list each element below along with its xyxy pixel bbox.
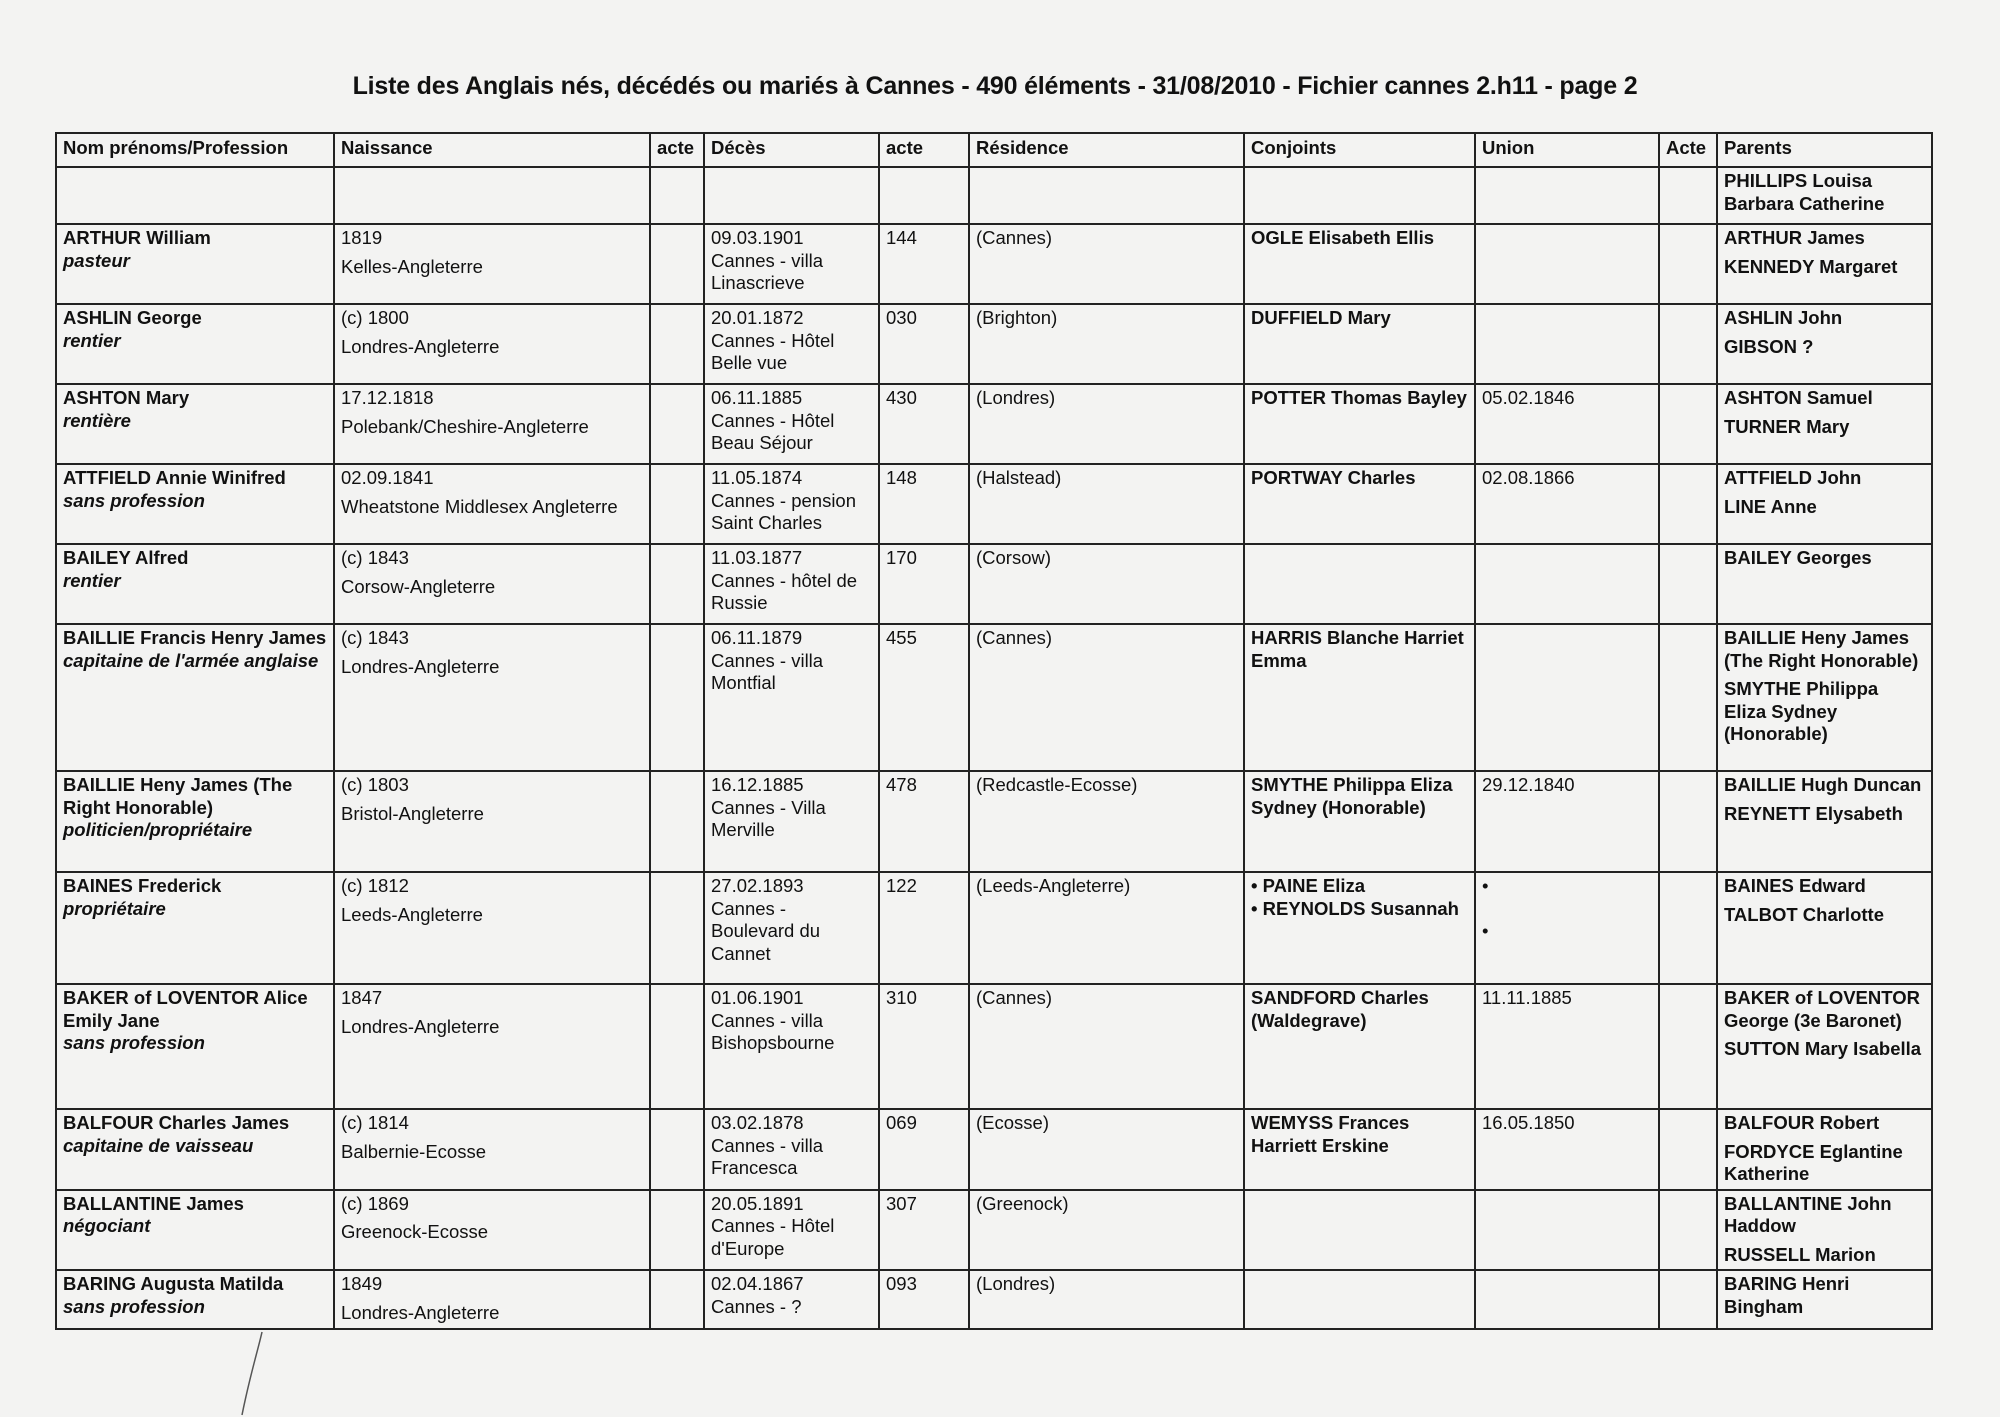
- cell-death-acte: 170: [879, 544, 969, 624]
- father-name: ARTHUR James: [1724, 227, 1865, 248]
- cell-death: [704, 167, 879, 224]
- page-title: Liste des Anglais nés, décédés ou mariés à Cannes - 490 éléments - 31/08/2010 - Fichier cannes 2.h11 - page 2: [352, 72, 1638, 100]
- cell-union: [1475, 771, 1659, 872]
- cell-name-profession: [56, 984, 334, 1109]
- person-profession: négociant: [63, 1215, 151, 1237]
- cell-death: [704, 1109, 879, 1190]
- death-place: Cannes - Villa Merville: [711, 796, 826, 841]
- birth-place: Londres-Angleterre: [341, 1301, 500, 1323]
- person-name: BALFOUR Charles James: [63, 1112, 290, 1133]
- cell-death-acte: 310: [879, 984, 969, 1109]
- birth-date: (c) 1843: [341, 627, 409, 648]
- cell-residence: (Brighton): [969, 304, 1244, 384]
- person-profession: capitaine de vaisseau: [63, 1134, 254, 1156]
- cell-spouses: [1244, 872, 1475, 984]
- cell-birth-acte: [650, 1270, 704, 1328]
- cell-name-profession: [56, 464, 334, 544]
- cell-spouses: [1244, 304, 1475, 384]
- person-name: BAILEY Alfred: [63, 547, 189, 568]
- cell-parents: [1717, 984, 1932, 1109]
- death-place: Cannes - ?: [711, 1295, 802, 1317]
- cell-death-acte: 030: [879, 304, 969, 384]
- cell-death-acte: 144: [879, 224, 969, 304]
- cell-death: [704, 304, 879, 384]
- birth-place: Londres-Angleterre: [341, 335, 500, 357]
- father-name: BAILLIE Heny James (The Right Honorable): [1724, 627, 1919, 671]
- spouse-name: • REYNOLDS Susannah: [1251, 897, 1459, 919]
- cell-parents: [1717, 624, 1932, 771]
- cell-union-acte: [1659, 167, 1717, 224]
- col-header-death: Décès: [704, 133, 879, 167]
- death-date: 03.02.1878: [711, 1112, 804, 1133]
- cell-union-acte: [1659, 544, 1717, 624]
- spouse-name: HARRIS Blanche Harriet Emma: [1251, 627, 1464, 671]
- cell-birth: [334, 872, 650, 984]
- cell-spouses: [1244, 167, 1475, 224]
- cell-birth: [334, 1190, 650, 1271]
- cell-name-profession: [56, 384, 334, 464]
- death-place: Cannes - Hôtel d'Europe: [711, 1215, 835, 1259]
- cell-birth: [334, 464, 650, 544]
- cell-death: [704, 984, 879, 1109]
- cell-death-acte: 307: [879, 1190, 969, 1271]
- cell-parents: [1717, 1270, 1932, 1328]
- birth-date: (c) 1814: [341, 1112, 409, 1133]
- death-date: 20.01.1872: [711, 307, 804, 328]
- cell-union-acte: [1659, 464, 1717, 544]
- cell-union-acte: [1659, 984, 1717, 1109]
- union-date: 29.12.1840: [1482, 774, 1575, 795]
- col-header-parents: Parents: [1717, 133, 1932, 167]
- person-profession: sans profession: [63, 1295, 205, 1317]
- cell-parents: [1717, 384, 1932, 464]
- spouse-name: WEMYSS Frances Harriett Erskine: [1251, 1112, 1410, 1156]
- cell-death: [704, 384, 879, 464]
- cell-spouses: [1244, 1270, 1475, 1328]
- register-table: [55, 132, 1933, 1330]
- cell-union: [1475, 1270, 1659, 1328]
- father-name: ASHLIN John: [1724, 307, 1843, 328]
- table-row: [56, 771, 1932, 872]
- birth-place: Greenock-Ecosse: [341, 1221, 489, 1243]
- table-row: [56, 544, 1932, 624]
- person-profession: sans profession: [63, 1032, 205, 1054]
- cell-name-profession: [56, 224, 334, 304]
- cell-parents: [1717, 464, 1932, 544]
- cell-spouses: [1244, 984, 1475, 1109]
- cell-birth-acte: [650, 224, 704, 304]
- cell-birth-acte: [650, 771, 704, 872]
- cell-birth: [334, 1270, 650, 1328]
- cell-union: [1475, 167, 1659, 224]
- birth-date: 02.09.1841: [341, 467, 434, 488]
- mother-name: FORDYCE Eglantine Katherine: [1724, 1140, 1903, 1185]
- cell-birth: [334, 1109, 650, 1190]
- birth-place: Corsow-Angleterre: [341, 575, 496, 597]
- table-row: [56, 167, 1932, 224]
- cell-name-profession: [56, 1190, 334, 1271]
- cell-residence: (Halstead): [969, 464, 1244, 544]
- cell-union: [1475, 304, 1659, 384]
- cell-birth-acte: [650, 167, 704, 224]
- birth-date: 1847: [341, 987, 383, 1008]
- death-place: Cannes - Hôtel Beau Séjour: [711, 409, 835, 454]
- death-place: Cannes - villa Francesca: [711, 1134, 824, 1179]
- birth-date: 17.12.1818: [341, 387, 434, 408]
- col-header-birth: Naissance: [334, 133, 650, 167]
- union-date: 02.08.1866: [1482, 467, 1575, 488]
- mother-name: REYNETT Elysabeth: [1724, 802, 1903, 824]
- cell-death: [704, 224, 879, 304]
- cell-birth-acte: [650, 304, 704, 384]
- union-date: •: [1482, 875, 1489, 896]
- cell-union-acte: [1659, 1270, 1717, 1328]
- person-profession: rentier: [63, 329, 121, 351]
- death-place: Cannes - Hôtel Belle vue: [711, 329, 835, 374]
- col-header-spouses: Conjoints: [1244, 133, 1475, 167]
- cell-death-acte: 093: [879, 1270, 969, 1328]
- birth-date: (c) 1812: [341, 875, 409, 896]
- father-name: BAINES Edward: [1724, 875, 1866, 896]
- cell-union-acte: [1659, 304, 1717, 384]
- cell-residence: (Cannes): [969, 224, 1244, 304]
- father-name: BAILEY Georges: [1724, 547, 1872, 568]
- cell-birth: [334, 384, 650, 464]
- death-place: Cannes - pension Saint Charles: [711, 489, 857, 534]
- cell-parents: [1717, 224, 1932, 304]
- cell-name-profession: [56, 544, 334, 624]
- spouse-name: PORTWAY Charles: [1251, 467, 1416, 488]
- mother-name: TALBOT Charlotte: [1724, 903, 1884, 925]
- father-name: BALLANTINE John Haddow: [1724, 1192, 1892, 1237]
- spouse-name: SMYTHE Philippa Eliza Sydney (Honorable): [1251, 774, 1453, 818]
- cell-residence: (Londres): [969, 384, 1244, 464]
- col-header-birth-acte: acte: [650, 133, 704, 167]
- cell-death: [704, 544, 879, 624]
- spouse-name: • PAINE Eliza: [1251, 875, 1366, 896]
- header-row: [56, 133, 1932, 167]
- cell-union-acte: [1659, 872, 1717, 984]
- cell-name-profession: [56, 1270, 334, 1328]
- person-profession: rentière: [63, 409, 131, 431]
- cell-name-profession: [56, 771, 334, 872]
- cell-birth: [334, 624, 650, 771]
- cell-union: [1475, 544, 1659, 624]
- cell-death: [704, 771, 879, 872]
- father-name: BALFOUR Robert: [1724, 1112, 1880, 1133]
- person-name: BAINES Frederick: [63, 875, 222, 896]
- union-date: 11.11.1885: [1482, 987, 1572, 1008]
- cell-birth-acte: [650, 1109, 704, 1190]
- person-name: ARTHUR William: [63, 227, 211, 248]
- cell-birth: [334, 984, 650, 1109]
- mother-name: SMYTHE Philippa Eliza Sydney (Honorable): [1724, 678, 1879, 745]
- cell-union: [1475, 1190, 1659, 1271]
- cell-name-profession: [56, 624, 334, 771]
- birth-place: Leeds-Angleterre: [341, 903, 483, 925]
- cell-parents: [1717, 872, 1932, 984]
- mother-name: GIBSON ?: [1724, 335, 1814, 357]
- cell-birth-acte: [650, 544, 704, 624]
- table-row: [56, 1270, 1932, 1328]
- col-header-death-acte: acte: [879, 133, 969, 167]
- cell-residence: (Corsow): [969, 544, 1244, 624]
- cell-residence: (Cannes): [969, 984, 1244, 1109]
- union-date: 16.05.1850: [1482, 1112, 1575, 1133]
- birth-date: (c) 1843: [341, 547, 409, 568]
- table-row: [56, 872, 1932, 984]
- cell-residence: (Leeds-Angleterre): [969, 872, 1244, 984]
- birth-date: (c) 1800: [341, 307, 409, 328]
- spouse-name: POTTER Thomas Bayley: [1251, 387, 1467, 408]
- cell-birth-acte: [650, 984, 704, 1109]
- death-date: 11.05.1874: [711, 467, 803, 488]
- birth-place: Polebank/Cheshire-Angleterre: [341, 415, 589, 437]
- cell-death: [704, 464, 879, 544]
- birth-place: Balbernie-Ecosse: [341, 1140, 486, 1162]
- cell-birth-acte: [650, 624, 704, 771]
- cell-death: [704, 1270, 879, 1328]
- cell-birth: [334, 771, 650, 872]
- person-profession: rentier: [63, 569, 121, 591]
- death-place: Cannes - villa Linascrieve: [711, 249, 824, 294]
- cell-union-acte: [1659, 624, 1717, 771]
- person-profession: capitaine de l'armée anglaise: [63, 649, 319, 671]
- cell-union-acte: [1659, 771, 1717, 872]
- cell-death-acte: 478: [879, 771, 969, 872]
- death-date: 09.03.1901: [711, 227, 804, 248]
- mother-name: LINE Anne: [1724, 495, 1817, 517]
- cell-parents: [1717, 1109, 1932, 1190]
- cell-spouses: [1244, 464, 1475, 544]
- person-name: ASHTON Mary: [63, 387, 190, 408]
- cell-death-acte: 148: [879, 464, 969, 544]
- cell-union-acte: [1659, 1190, 1717, 1271]
- birth-date: 1849: [341, 1273, 383, 1295]
- death-date: 01.06.1901: [711, 987, 804, 1008]
- cell-spouses: [1244, 224, 1475, 304]
- table-row: [56, 1109, 1932, 1190]
- cell-death-acte: 430: [879, 384, 969, 464]
- cell-union: [1475, 624, 1659, 771]
- person-profession: propriétaire: [63, 897, 166, 919]
- death-place: Cannes - villa Bishopsbourne: [711, 1009, 835, 1054]
- birth-place: Londres-Angleterre: [341, 655, 500, 677]
- person-profession: pasteur: [63, 249, 130, 271]
- cell-parents: [1717, 167, 1932, 224]
- table-row: [56, 624, 1932, 771]
- birth-place: Bristol-Angleterre: [341, 802, 484, 824]
- birth-date: (c) 1869: [341, 1192, 409, 1214]
- person-name: BALLANTINE James: [63, 1192, 244, 1214]
- cell-union: [1475, 872, 1659, 984]
- spouse-name: SANDFORD Charles (Waldegrave): [1251, 987, 1429, 1031]
- cell-residence: (Greenock): [969, 1190, 1244, 1271]
- table-row: [56, 224, 1932, 304]
- union-date: 05.02.1846: [1482, 387, 1575, 408]
- mother-name: TURNER Mary: [1724, 415, 1850, 437]
- cell-birth-acte: [650, 872, 704, 984]
- cell-death: [704, 624, 879, 771]
- cell-name-profession: [56, 167, 334, 224]
- table-row: [56, 464, 1932, 544]
- cell-birth: [334, 224, 650, 304]
- pen-stroke-mark: [232, 1330, 272, 1417]
- table-row: [56, 984, 1932, 1109]
- mother-name: RUSSELL Marion: [1724, 1243, 1876, 1265]
- birth-date: 1819: [341, 227, 383, 248]
- father-name: ASHTON Samuel: [1724, 387, 1873, 408]
- cell-union-acte: [1659, 384, 1717, 464]
- col-header-name: Nom prénoms/Profession: [56, 133, 334, 167]
- cell-residence: (Ecosse): [969, 1109, 1244, 1190]
- person-name: BAILLIE Francis Henry James: [63, 627, 327, 648]
- death-place: Cannes - hôtel de Russie: [711, 569, 858, 614]
- cell-residence: [969, 167, 1244, 224]
- person-name: BARING Augusta Matilda: [63, 1273, 284, 1295]
- cell-parents: [1717, 304, 1932, 384]
- cell-residence: (Redcastle-Ecosse): [969, 771, 1244, 872]
- cell-birth: [334, 304, 650, 384]
- col-header-residence: Résidence: [969, 133, 1244, 167]
- union-date: •: [1482, 919, 1489, 941]
- person-profession: politicien/propriétaire: [63, 819, 253, 841]
- mother-name: KENNEDY Margaret: [1724, 255, 1898, 277]
- cell-death: [704, 872, 879, 984]
- death-place: Cannes - villa Montfial: [711, 649, 824, 694]
- death-date: 02.04.1867: [711, 1273, 804, 1295]
- cell-death-acte: [879, 167, 969, 224]
- cell-union: [1475, 464, 1659, 544]
- cell-name-profession: [56, 872, 334, 984]
- birth-date: (c) 1803: [341, 774, 409, 795]
- cell-union-acte: [1659, 1109, 1717, 1190]
- person-name: ASHLIN George: [63, 307, 202, 328]
- cell-parents: [1717, 771, 1932, 872]
- cell-spouses: [1244, 544, 1475, 624]
- cell-spouses: [1244, 624, 1475, 771]
- death-date: 06.11.1879: [711, 627, 803, 648]
- birth-place: Kelles-Angleterre: [341, 255, 483, 277]
- cell-spouses: [1244, 1109, 1475, 1190]
- cell-spouses: [1244, 384, 1475, 464]
- cell-spouses: [1244, 771, 1475, 872]
- table-row: [56, 384, 1932, 464]
- person-profession: sans profession: [63, 489, 205, 511]
- col-header-union: Union: [1475, 133, 1659, 167]
- mother-name: SUTTON Mary Isabella: [1724, 1038, 1922, 1060]
- death-place: Cannes - Boulevard du Cannet: [711, 897, 821, 964]
- cell-parents: [1717, 544, 1932, 624]
- cell-union: [1475, 224, 1659, 304]
- col-header-union-acte: Acte: [1659, 133, 1717, 167]
- cell-union: [1475, 384, 1659, 464]
- death-date: 16.12.1885: [711, 774, 804, 795]
- cell-birth: [334, 167, 650, 224]
- cell-birth-acte: [650, 464, 704, 544]
- death-date: 11.03.1877: [711, 547, 803, 568]
- cell-death-acte: 069: [879, 1109, 969, 1190]
- cell-death-acte: 122: [879, 872, 969, 984]
- cell-birth-acte: [650, 384, 704, 464]
- father-name: ATTFIELD John: [1724, 467, 1862, 488]
- cell-residence: (Cannes): [969, 624, 1244, 771]
- person-name: ATTFIELD Annie Winifred: [63, 467, 286, 488]
- cell-union: [1475, 1109, 1659, 1190]
- cell-birth-acte: [650, 1190, 704, 1271]
- cell-residence: (Londres): [969, 1270, 1244, 1328]
- person-name: BAKER of LOVENTOR Alice Emily Jane: [63, 987, 308, 1031]
- birth-place: Wheatstone Middlesex Angleterre: [341, 495, 618, 517]
- spouse-name: DUFFIELD Mary: [1251, 307, 1391, 328]
- person-name: BAILLIE Heny James (The Right Honorable): [63, 774, 293, 818]
- death-date: 20.05.1891: [711, 1192, 804, 1214]
- cell-death-acte: 455: [879, 624, 969, 771]
- father-name: BARING Henri Bingham: [1724, 1273, 1850, 1317]
- father-name: BAILLIE Hugh Duncan: [1724, 774, 1922, 795]
- table-body: [56, 167, 1932, 1329]
- cell-birth: [334, 544, 650, 624]
- cell-parents: [1717, 1190, 1932, 1271]
- father-name: BAKER of LOVENTOR George (3e Baronet): [1724, 987, 1920, 1031]
- birth-place: Londres-Angleterre: [341, 1015, 500, 1037]
- table-row: [56, 1190, 1932, 1271]
- cell-name-profession: [56, 1109, 334, 1190]
- mother-name: PHILLIPS Louisa Barbara Catherine: [1724, 170, 1885, 214]
- death-date: 06.11.1885: [711, 387, 803, 408]
- cell-name-profession: [56, 304, 334, 384]
- cell-spouses: [1244, 1190, 1475, 1271]
- cell-death: [704, 1190, 879, 1271]
- cell-union: [1475, 984, 1659, 1109]
- death-date: 27.02.1893: [711, 875, 804, 896]
- table-row: [56, 304, 1932, 384]
- cell-union-acte: [1659, 224, 1717, 304]
- spouse-name: OGLE Elisabeth Ellis: [1251, 227, 1434, 248]
